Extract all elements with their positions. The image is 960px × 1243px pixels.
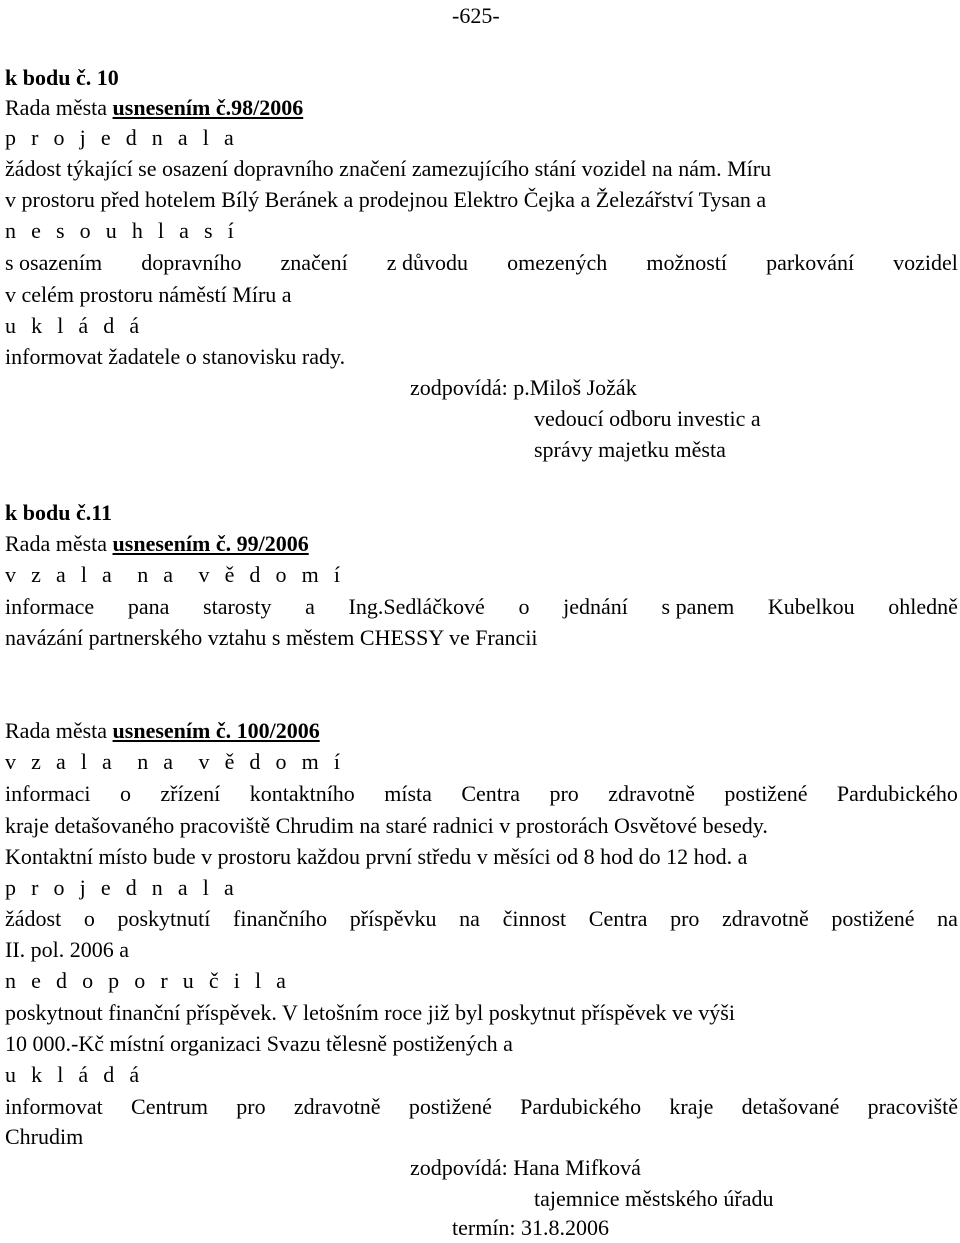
body-text-justified: žádost o poskytnutí finančního příspěvku na činnost Centra pro zdravotně postižené na — [5, 906, 958, 931]
body-text-justified: informaci o zřízení kontaktního místa Centra pro zdravotně postižené Pardubického — [5, 781, 958, 806]
resolution-prefix: Rada města — [5, 95, 108, 120]
verb-projednala: p r o j e d n a l a — [5, 875, 239, 900]
verb-uklada: u k l á d á — [5, 1062, 144, 1087]
page-number: -625- — [452, 3, 500, 28]
body-text-justified: s osazením dopravního značení z důvodu omezených možností parkování vozidel — [5, 250, 958, 275]
verb-vzala-na-vedomi: v z a l a n a v ě d o m í — [5, 562, 345, 587]
resolution-line — [5, 92, 303, 123]
section-heading-10: k bodu č. 10 — [5, 65, 119, 90]
body-text: kraje detašovaného pracoviště Chrudim na staré radnici v prostorách Osvětové besedy. — [5, 813, 768, 838]
verb-projednala: p r o j e d n a l a — [5, 125, 239, 150]
body-text-justified: informace pana starosty a Ing.Sedláčkové o jednání s panem Kubelkou ohledně — [5, 594, 958, 619]
resolution-line — [5, 715, 320, 746]
verb-uklada: u k l á d á — [5, 313, 144, 338]
responsible-person: zodpovídá: p.Miloš Jožák — [410, 375, 637, 400]
body-text: poskytnout finanční příspěvek. V letošním roce již byl poskytnut příspěvek ve výši — [5, 1000, 735, 1025]
responsible-person: zodpovídá: Hana Mifková — [410, 1155, 641, 1180]
responsible-role: správy majetku města — [534, 437, 726, 462]
resolution-prefix: Rada města — [5, 718, 108, 743]
body-text: II. pol. 2006 a — [5, 937, 130, 962]
verb-vzala-na-vedomi: v z a l a n a v ě d o m í — [5, 749, 345, 774]
verb-nedoporucila: n e d o p o r u č i l a — [5, 968, 291, 993]
body-text: Chrudim — [5, 1124, 84, 1149]
responsible-role: vedoucí odboru investic a — [534, 406, 761, 431]
resolution-ref: usnesením č. 99/2006 — [112, 531, 309, 556]
body-text: žádost týkající se osazení dopravního značení zamezujícího stání vozidel na nám. Míru — [5, 156, 772, 181]
responsible-role: tajemnice městského úřadu — [534, 1186, 774, 1211]
body-text: v celém prostoru náměstí Míru a — [5, 282, 292, 307]
body-text: v prostoru před hotelem Bílý Beránek a prodejnou Elektro Čejka a Železářství Tysan a — [5, 187, 767, 212]
deadline: termín: 31.8.2006 — [452, 1215, 610, 1240]
body-text: informovat žadatele o stanovisku rady. — [5, 344, 346, 369]
section-heading-11: k bodu č.11 — [5, 500, 112, 525]
resolution-ref: usnesením č.98/2006 — [112, 95, 304, 120]
verb-nesouhlasi: n e s o u h l a s í — [5, 218, 239, 243]
body-text: 10 000.-Kč místní organizaci Svazu tělesně postižených a — [5, 1031, 513, 1056]
body-text-justified: informovat Centrum pro zdravotně postižené Pardubického kraje detašované pracoviště — [5, 1094, 958, 1119]
body-text: Kontaktní místo bude v prostoru každou první středu v měsíci od 8 hod do 12 hod. a — [5, 844, 748, 869]
resolution-line — [5, 528, 309, 559]
resolution-ref: usnesením č. 100/2006 — [112, 718, 320, 743]
body-text: navázání partnerského vztahu s městem CHESSY ve Francii — [5, 625, 538, 650]
resolution-prefix: Rada města — [5, 531, 108, 556]
